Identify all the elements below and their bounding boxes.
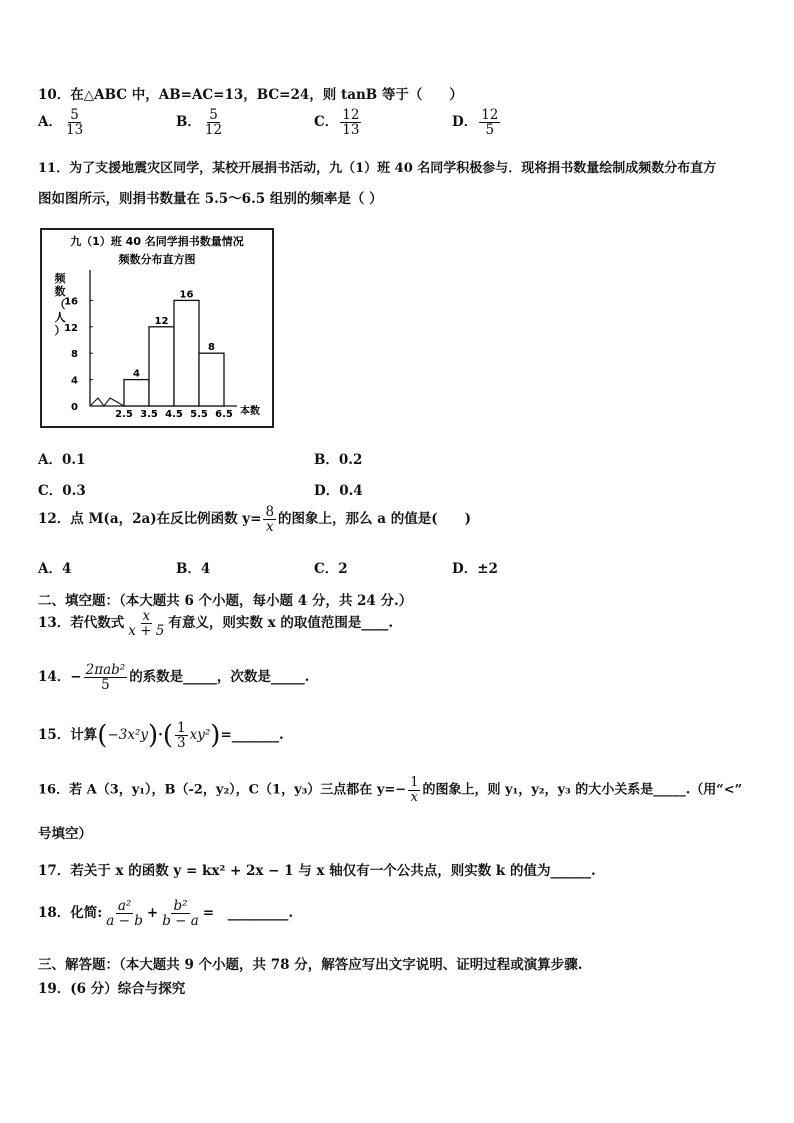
question-16-line-2: 号填空） <box>38 826 92 842</box>
q12-option-c: C．2 <box>314 561 348 577</box>
x-axis-label: 本数 <box>240 406 260 417</box>
fraction: $\frac{x}{x + 5}$ <box>128 608 165 640</box>
fraction: $\frac{12}{13}$ <box>342 107 360 139</box>
y-label-char: ） <box>54 324 66 337</box>
fraction: $\frac{12}{5}$ <box>481 107 499 139</box>
bar-value-label: 4 <box>133 368 140 380</box>
fraction: $\frac{\text{2πab²}}{5}$ <box>85 662 126 694</box>
histogram-bar <box>199 353 224 406</box>
bar-value-label: 16 <box>179 289 194 301</box>
bar-value-label: 12 <box>154 315 169 327</box>
fraction: $\frac{1}{x}$ <box>410 775 419 805</box>
question-19: 19．(6 分）综合与探究 <box>38 981 186 997</box>
y-tick-label: 16 <box>64 296 78 308</box>
fraction: $\frac{8}{x}$ <box>265 504 275 536</box>
x-tick-label: 5.5 <box>190 409 208 420</box>
question-16: 16．若 A（3，y₁），B（-2，y₂），C（1，y₃）三点都在 y=− $\frac{1}{x}$ 的图象上，则 y₁，y₂，y₃ 的大小关系是_____.（用“<” <box>38 775 743 805</box>
question-11-line-2: 图如图所示，则捐书数量在 5.5～6.5 组别的频率是（ ） <box>38 191 383 207</box>
histogram-bar <box>174 300 199 406</box>
fraction: $\frac{5}{13}$ <box>65 107 84 139</box>
q10-option-a <box>38 108 87 137</box>
bars <box>124 289 224 406</box>
section-2-heading: 二、填空题：（本大题共 6 个小题，每小题 4 分，共 24 分.） <box>38 593 413 609</box>
y-tick-label: 12 <box>64 322 78 334</box>
q11-option-a: A．0.1 <box>38 452 86 468</box>
question-15: 15．计算(−3x²y)·( $\frac{1}{3}$ xy²)=_______. <box>38 720 284 752</box>
y-ticks <box>64 296 93 413</box>
x-tick-label: 6.5 <box>215 409 233 420</box>
option-label: B． <box>176 114 201 131</box>
option-label: D． <box>452 114 478 131</box>
option-label: A． <box>38 114 62 131</box>
fraction: $\frac{5}{12}$ <box>204 107 223 139</box>
q11-option-d: D．0.4 <box>314 483 363 499</box>
section-3-heading: 三、解答题：（本大题共 9 个小题，共 78 分，解答应写出文字说明、证明过程或演算步骤. <box>38 957 583 973</box>
option-label: C． <box>314 114 339 131</box>
q10-option-b <box>176 108 226 137</box>
x-tick-label: 2.5 <box>115 409 133 420</box>
question-14: 14．− $\frac{\text{2πab²}}{5}$ 的系数是_____，次数是_____. <box>38 662 310 694</box>
fraction: $\frac{\text{a²}}{a - b}$ <box>106 898 143 930</box>
q10-option-d <box>452 108 502 137</box>
question-11-line-1: 11．为了支援地震灾区同学，某校开展捐书活动，九（1）班 40 名同学积极参与．现将捐书数量绘制成频数分布直方 <box>38 161 717 176</box>
fraction: $\frac{1}{3}$ <box>177 720 186 752</box>
q12-option-d: D．±2 <box>452 561 498 577</box>
x-ticks <box>115 409 233 420</box>
question-18: 18．化简: $\frac{\text{a²}}{a - b}$ + $\frac{\text{b²}}{b - a}$ = _________. <box>38 898 294 930</box>
q10-option-c <box>314 108 363 137</box>
question-12 <box>38 505 471 534</box>
q11-option-c: C．0.3 <box>38 483 86 499</box>
y-tick-label: 4 <box>71 375 78 387</box>
q12-text-pre: 12．点 M(a，2a)在反比例函数 y= <box>38 511 262 528</box>
histogram-bar <box>149 327 174 406</box>
q12-option-b: B．4 <box>176 561 211 577</box>
fraction: $\frac{\text{b²}}{b - a}$ <box>162 898 199 930</box>
y-tick-label: 0 <box>71 402 78 413</box>
question-13: 13．若代数式 $\frac{x}{x + 5}$ 有意义，则实数 x 的取值范围是____. <box>38 608 394 640</box>
chart-subtitle: 频数分布直方图 <box>118 253 196 266</box>
chart-title: 九（1）班 40 名同学捐书数量情况 <box>70 235 244 248</box>
bar-value-label: 8 <box>208 342 215 354</box>
histogram-figure <box>40 228 274 428</box>
q11-option-b: B．0.2 <box>314 452 363 468</box>
y-label-char: 频 <box>54 272 66 285</box>
histogram-chart <box>42 230 272 426</box>
q12-option-a: A．4 <box>38 561 72 577</box>
x-tick-label: 4.5 <box>165 409 183 420</box>
question-10: 10．在△ABC 中，AB=AC=13，BC=24，则 tanB 等于（ ） <box>38 87 463 103</box>
y-label-char: 数 <box>54 285 66 298</box>
y-label-char: 人 <box>54 311 66 324</box>
y-tick-label: 8 <box>71 349 78 361</box>
x-tick-label: 3.5 <box>140 409 158 420</box>
y-label-char: （ <box>54 298 66 311</box>
question-17: 17．若关于 x 的函数 y = kx² + 2x − 1 与 x 轴仅有一个公共点，则实数 k 的值为______. <box>38 863 596 879</box>
axis-break <box>90 398 124 406</box>
q12-text-post: 的图象上，那么 a 的值是( ) <box>278 511 471 528</box>
histogram-bar <box>124 380 149 406</box>
